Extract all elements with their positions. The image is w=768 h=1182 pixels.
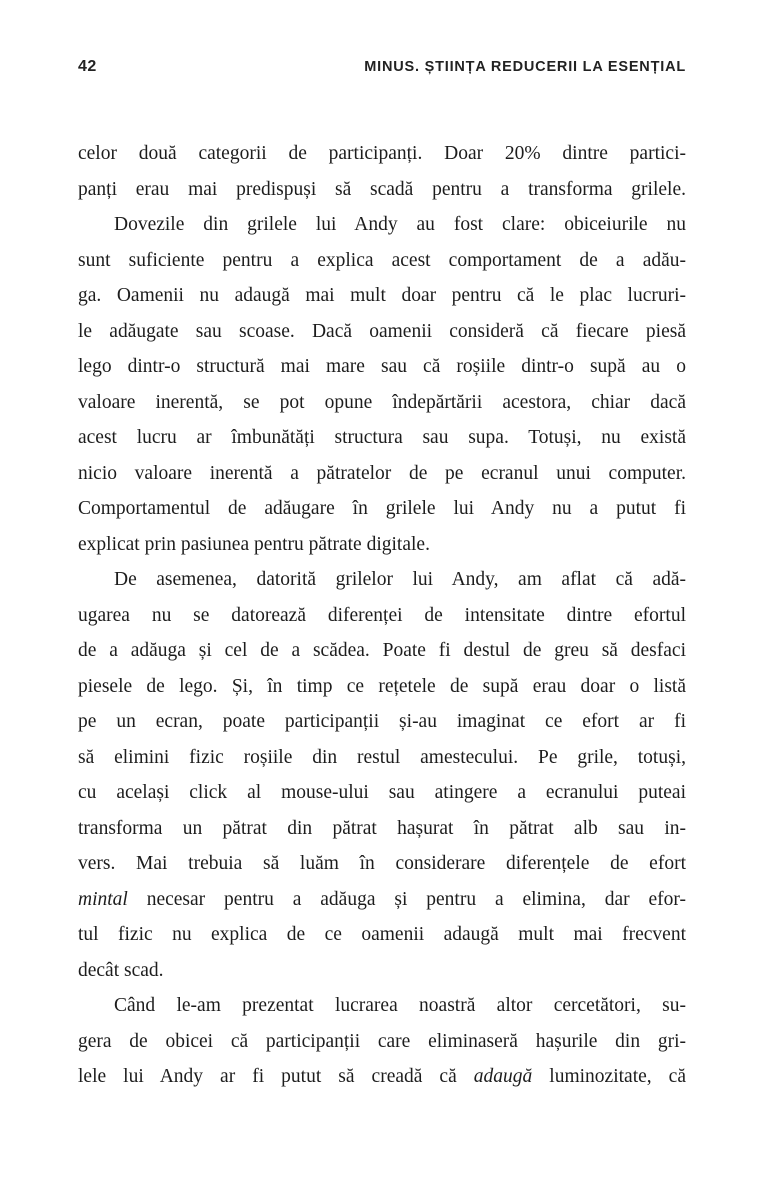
running-title: MINUS. ȘTIINȚA REDUCERII LA ESENȚIAL (364, 59, 686, 75)
text-line: valoare inerentă, se pot opune îndepărtării acestora, chiar dacă (78, 391, 686, 413)
paragraph (78, 207, 686, 562)
paragraph (78, 562, 686, 988)
italic-text: adaugă (473, 1066, 533, 1087)
text-line: vers. Mai trebuia să luăm în considerare diferențele de efort (78, 853, 686, 874)
text-line: De asemenea, datorită grilelor lui Andy, am aflat că adă- (114, 569, 686, 590)
text-line: piesele de lego. Și, în timp ce rețetele de supă erau doar o listă (78, 675, 686, 697)
page-number: 42 (78, 58, 97, 75)
italic-text: mintal (78, 888, 128, 910)
text-line: gera de obicei că participanții care eliminaseră hașurile din gri- (78, 1030, 686, 1052)
text-line: lego dintr-o structură mai mare sau că roșiile dintr-o supă au o (78, 356, 686, 377)
text-line: cu același click al mouse-ului sau atingere a ecranului puteai (78, 782, 686, 803)
running-head (78, 58, 686, 76)
text-line: panți erau mai predispuși să scadă pentru a transforma grilele. (78, 178, 686, 200)
text-line: celor două categorii de participanți. Doar 20% dintre partici- (78, 143, 686, 164)
text-line: tul fizic nu explica de ce oamenii adaugă mult mai frecvent (78, 924, 686, 945)
text-line: mintal necesar pentru a adăuga și pentru a elimina, dar efor- (78, 888, 686, 910)
text-line: Comportamentul de adăugare în grilele lui Andy nu a putut fi (78, 498, 686, 519)
text-line: Când le-am prezentat lucrarea noastră altor cercetători, su- (114, 995, 686, 1016)
text-line: lele lui Andy ar fi putut să creadă că adaugă luminozitate, că (78, 1066, 686, 1087)
text-line: de a adăuga și cel de a scădea. Poate fi destul de greu să desfaci (78, 640, 686, 661)
text-line: decât scad. (78, 959, 164, 981)
text-line: ugarea nu se datorează diferenței de intensitate dintre efortul (78, 604, 686, 626)
body-text (78, 136, 686, 1095)
text-line: pe un ecran, poate participanții și-au imaginat ce efort ar fi (78, 711, 686, 732)
text-line: să elimini fizic roșiile din restul amestecului. Pe grile, totuși, (78, 746, 686, 768)
text-line: ga. Oamenii nu adaugă mai mult doar pentru că le plac lucruri- (78, 285, 686, 306)
text-line: Dovezile din grilele lui Andy au fost clare: obiceiurile nu (114, 214, 686, 235)
text-line: le adăugate sau scoase. Dacă oamenii consideră că fiecare piesă (78, 320, 686, 342)
paragraph (78, 988, 686, 1095)
text-line: acest lucru ar îmbunătăți structura sau supa. Totuși, nu există (78, 427, 686, 448)
paragraph (78, 136, 686, 207)
text-line: explicat prin pasiunea pentru pătrate digitale. (78, 533, 430, 555)
text-line: nicio valoare inerentă a pătratelor de pe ecranul unui computer. (78, 462, 686, 484)
text-line: transforma un pătrat din pătrat hașurat în pătrat alb sau in- (78, 817, 686, 839)
text-line: sunt suficiente pentru a explica acest comportament de a adău- (78, 249, 686, 271)
